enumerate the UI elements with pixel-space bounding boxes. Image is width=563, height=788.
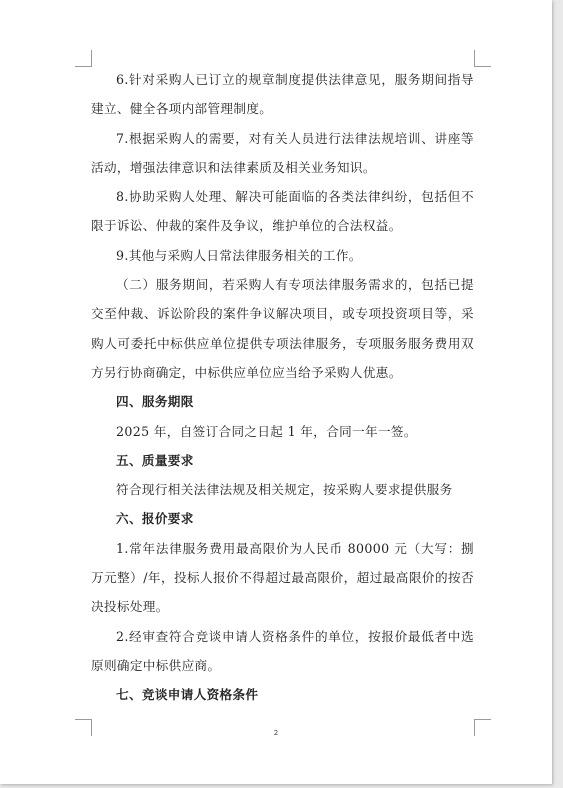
crop-mark-top-right (474, 50, 491, 67)
crop-mark-top-left (75, 50, 92, 67)
paragraph-item-8: 8.协助采购人处理、解决可能面临的各类法律纠纷，包括但不限于诉讼、仲裁的案件及争议，维护单位的合法权益。 (91, 189, 474, 234)
paragraph-item-9: 9.其他与采购人日常法律服务相关的工作。 (116, 247, 362, 263)
paragraph-quality: 符合现行相关法律法规及相关规定，按采购人要求提供服务 (116, 482, 453, 498)
section-heading-pricing: 六、报价要求 (116, 511, 194, 527)
section-heading-qualifications: 七、竞谈申请人资格条件 (116, 687, 259, 703)
paragraph-service-period: 2025 年，自签订合同之日起 1 年，合同一年一签。 (116, 423, 417, 439)
paragraph-pricing-1: 1.常年法律服务费用最高限价为人民币 80000 元（大写：捌万元整）/年，投标人报价不得超过最高限价，超过最高限价的按否决投标处理。 (91, 540, 474, 615)
paragraph-item-7: 7.根据采购人的需要，对有关人员进行法律法规培训、讲座等活动，增强法律意识和法律素质及相关业务知识。 (91, 130, 474, 175)
section-heading-service-period: 四、服务期限 (116, 394, 194, 410)
section-heading-quality: 五、质量要求 (116, 452, 194, 468)
paragraph-special-services: （二）服务期间，若采购人有专项法律服务需求的，包括已提交至仲裁、诉讼阶段的案件争议解决项目，或专项投资项目等，采购人可委托中标供应单位提供专项法律服务，专项服务服务费用双方另行协商确定，中标供应单位应当给予采购人优惠。 (91, 277, 474, 380)
paragraph-item-6: 6.针对采购人已订立的规章制度提供法律意见，服务期间指导建立、健全各项内部管理制度。 (91, 72, 474, 117)
page-number: 2 (273, 729, 279, 737)
paragraph-pricing-2: 2.经审查符合竞谈申请人资格条件的单位，按报价最低者中选原则确定中标供应商。 (91, 628, 474, 673)
document-body (91, 65, 474, 710)
